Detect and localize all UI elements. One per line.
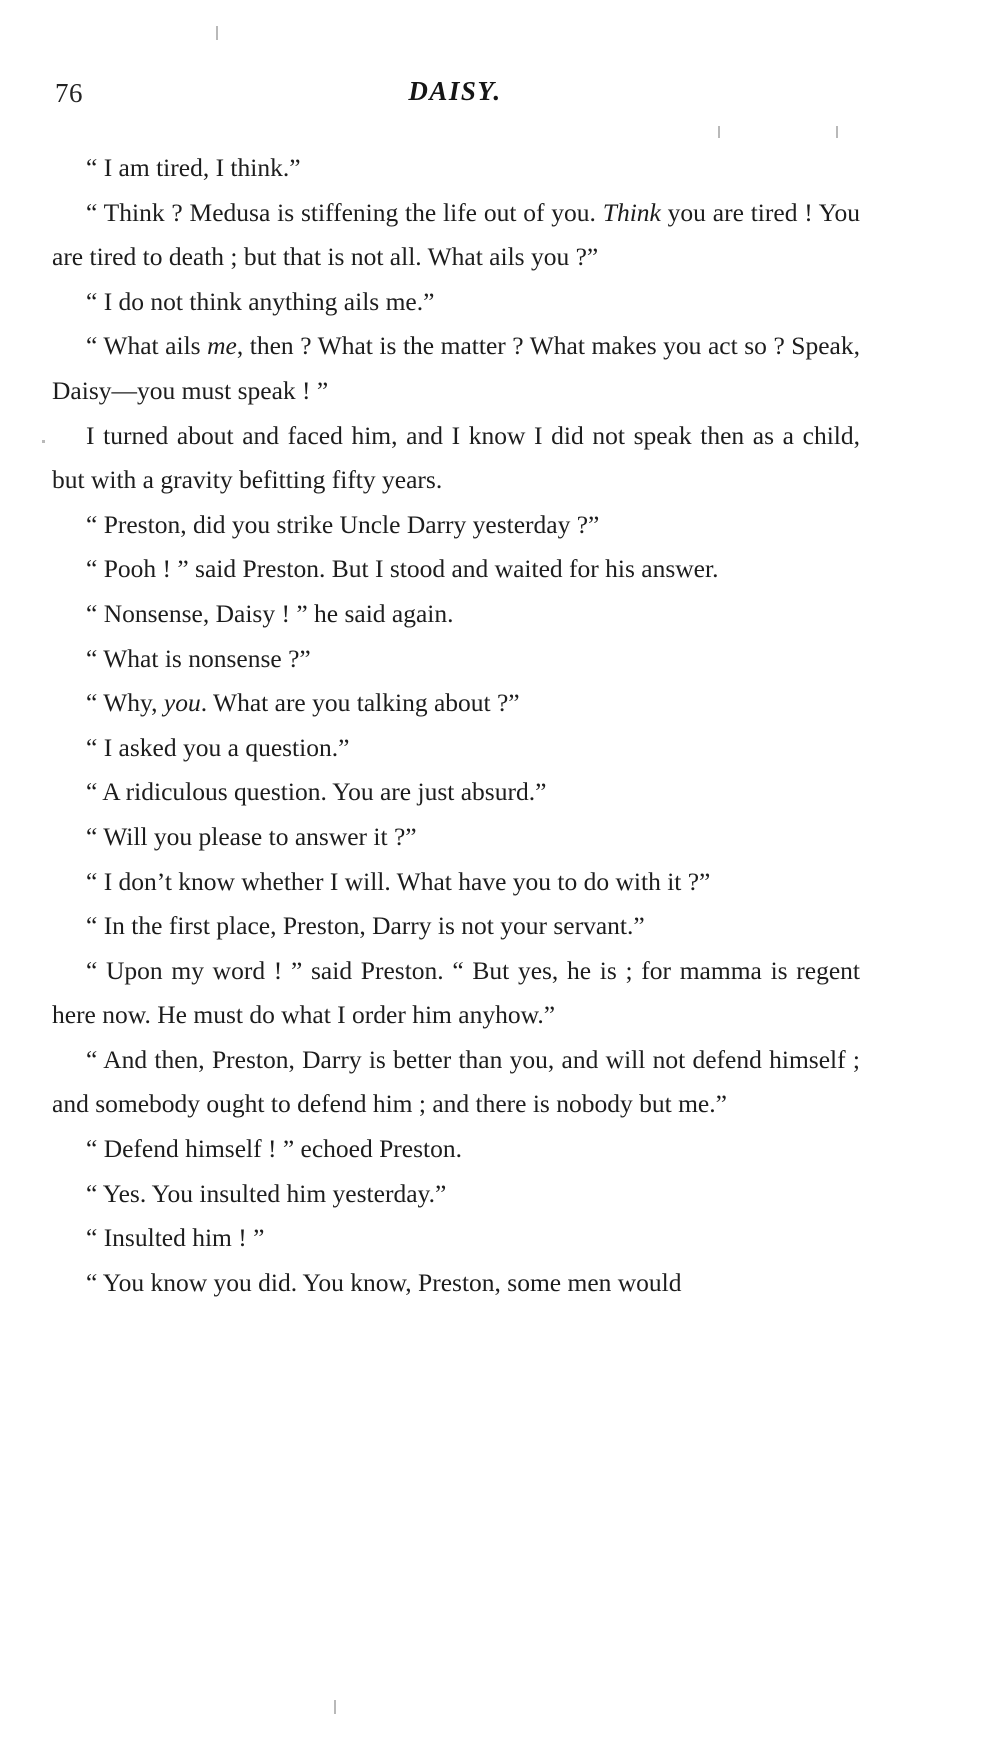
paragraph: “ I do not think anything ails me.” (86, 286, 435, 316)
paragraph: “ And then, Preston, Darry is better than you, and will not defend himself ; and somebody ought to defend him ; and there is nobody but me.” (52, 1044, 860, 1119)
paragraph: “ Preston, did you strike Uncle Darry yesterday ?” (86, 509, 600, 539)
right-registration-mark-b (836, 126, 838, 138)
running-title: DAISY. (408, 76, 502, 106)
right-registration-mark-a (718, 126, 720, 138)
left-margin-mark (42, 440, 45, 443)
paragraph: “ A ridiculous question. You are just absurd.” (86, 777, 547, 807)
paragraph: “ Yes. You insulted him yesterday.” (86, 1178, 447, 1208)
paragraph: “ Think ? Medusa is stiffening the life out of you. Think you are tired ! You are tired to death ; but that is not all. What ails you ?” (52, 197, 861, 272)
page-number: 76 (55, 78, 83, 108)
paragraph: “ Defend himself ! ” echoed Preston. (86, 1134, 462, 1164)
page-header (55, 78, 855, 118)
paragraph: “ Will you please to answer it ?” (86, 821, 417, 851)
top-registration-mark (216, 26, 218, 40)
paragraph: “ Nonsense, Daisy ! ” he said again. (86, 598, 454, 628)
paragraph: “ I am tired, I think.” (86, 153, 301, 182)
paragraph: “ Pooh ! ” said Preston. But I stood and waited for his answer. (86, 554, 719, 584)
paragraph: “ You know you did. You know, Preston, some men would (86, 1267, 682, 1297)
paragraph: “ What ails me, then ? What is the matter ? What makes you act so ? Speak, Daisy—you must speak ! ” (52, 331, 860, 405)
paragraph: “ In the first place, Preston, Darry is not your servant.” (86, 911, 645, 941)
paragraph: “ Insulted him ! ” (86, 1223, 265, 1253)
bottom-registration-mark (334, 1700, 336, 1714)
page-body (52, 146, 860, 1305)
paragraph: I turned about and faced him, and I know I did not speak then as a child, but with a gravity befitting fifty years. (52, 420, 860, 495)
paragraph: “ I asked you a question.” (86, 732, 350, 762)
paragraph: “ Upon my word ! ” said Preston. “ But yes, he is ; for mamma is regent here now. He must do what I order him anyhow.” (52, 955, 860, 1030)
paragraph: “ Why, you. What are you talking about ?” (86, 688, 520, 718)
paragraph: “ I don’t know whether I will. What have you to do with it ?” (86, 866, 711, 896)
paragraph: “ What is nonsense ?” (86, 643, 311, 673)
